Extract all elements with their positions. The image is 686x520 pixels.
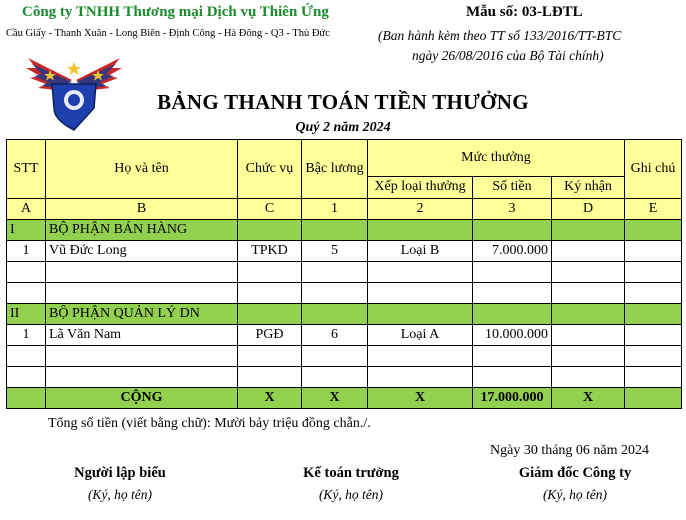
cell-signature [552, 325, 625, 346]
cell-signature [552, 241, 625, 262]
total-amount: 17.000.000 [473, 388, 552, 409]
header-name: Họ và tên [46, 140, 238, 199]
cell-rating: Loại B [368, 241, 473, 262]
total-grade: X [302, 388, 368, 409]
bonus-table [6, 139, 682, 409]
chief-accountant-title: Kế toán trưởng [303, 465, 399, 481]
header-grade: Bậc lương [302, 140, 368, 199]
header-amount: Số tiền [473, 176, 552, 198]
cell-position: TPKD [238, 241, 302, 262]
header-bonus-group: Mức thưởng [368, 140, 625, 177]
letter-cell: 1 [302, 199, 368, 220]
cell-note [625, 325, 682, 346]
cell-grade: 6 [302, 325, 368, 346]
blank-row [7, 367, 682, 388]
letter-cell: B [46, 199, 238, 220]
header-rating: Xếp loại thưởng [368, 176, 473, 198]
header-note: Ghi chú [625, 140, 682, 199]
header-stt: STT [7, 140, 46, 199]
column-letter-row [7, 199, 682, 220]
header-row-1 [7, 140, 682, 177]
section-roman: II [7, 304, 46, 325]
date-line: Ngày 30 tháng 06 năm 2024 [490, 443, 650, 458]
blank-row [7, 262, 682, 283]
blank-row [7, 283, 682, 304]
header-position: Chức vụ [238, 140, 302, 199]
preparer-title: Người lập biểu [74, 465, 166, 481]
section-name: BỘ PHẬN QUẢN LÝ DN [46, 304, 238, 325]
cell-stt: 1 [7, 325, 46, 346]
section-roman: I [7, 220, 46, 241]
director-title: Giám đốc Công ty [518, 465, 632, 481]
letter-cell: C [238, 199, 302, 220]
letter-cell: 3 [473, 199, 552, 220]
form-code: Mẫu số: 03-LĐTL [466, 4, 583, 20]
total-label: CỘNG [46, 388, 238, 409]
section-row [7, 220, 682, 241]
company-address: Cầu Giấy - Thanh Xuân - Long Biên - Định Công - Hà Đông - Q3 - Thủ Đức [6, 28, 330, 39]
letter-cell: D [552, 199, 625, 220]
header-signature: Ký nhận [552, 176, 625, 198]
letter-cell: 2 [368, 199, 473, 220]
page-title: BẢNG THANH TOÁN TIỀN THƯỞNG [157, 90, 529, 114]
director-note: (Ký, họ tên) [542, 487, 608, 502]
letter-cell: A [7, 199, 46, 220]
cell-amount: 7.000.000 [473, 241, 552, 262]
table-row [7, 241, 682, 262]
section-row [7, 304, 682, 325]
company-name: Công ty TNHH Thương mại Dịch vụ Thiên Ứng [22, 4, 329, 20]
decree-line-2: ngày 26/08/2016 của Bộ Tài chính) [412, 48, 604, 63]
chief-accountant-note: (Ký, họ tên) [318, 487, 384, 502]
period-label: Quý 2 năm 2024 [295, 120, 391, 135]
preparer-note: (Ký, họ tên) [87, 487, 153, 502]
section-name: BỘ PHẬN BÁN HÀNG [46, 220, 238, 241]
letter-cell: E [625, 199, 682, 220]
cell-position: PGĐ [238, 325, 302, 346]
cell-name: Lã Văn Nam [46, 325, 238, 346]
cell-grade: 5 [302, 241, 368, 262]
total-signature: X [552, 388, 625, 409]
table-row [7, 325, 682, 346]
blank-row [7, 346, 682, 367]
cell-name: Vũ Đức Long [46, 241, 238, 262]
cell-note [625, 241, 682, 262]
cell-stt: 1 [7, 241, 46, 262]
amount-in-words: Tổng số tiền (viết bằng chữ): Mười bảy triệu đồng chẵn./. [48, 416, 371, 431]
decree-line-1: (Ban hành kèm theo TT số 133/2016/TT-BTC [378, 28, 622, 43]
total-position: X [238, 388, 302, 409]
total-row [7, 388, 682, 409]
cell-amount: 10.000.000 [473, 325, 552, 346]
cell-rating: Loại A [368, 325, 473, 346]
total-rating: X [368, 388, 473, 409]
